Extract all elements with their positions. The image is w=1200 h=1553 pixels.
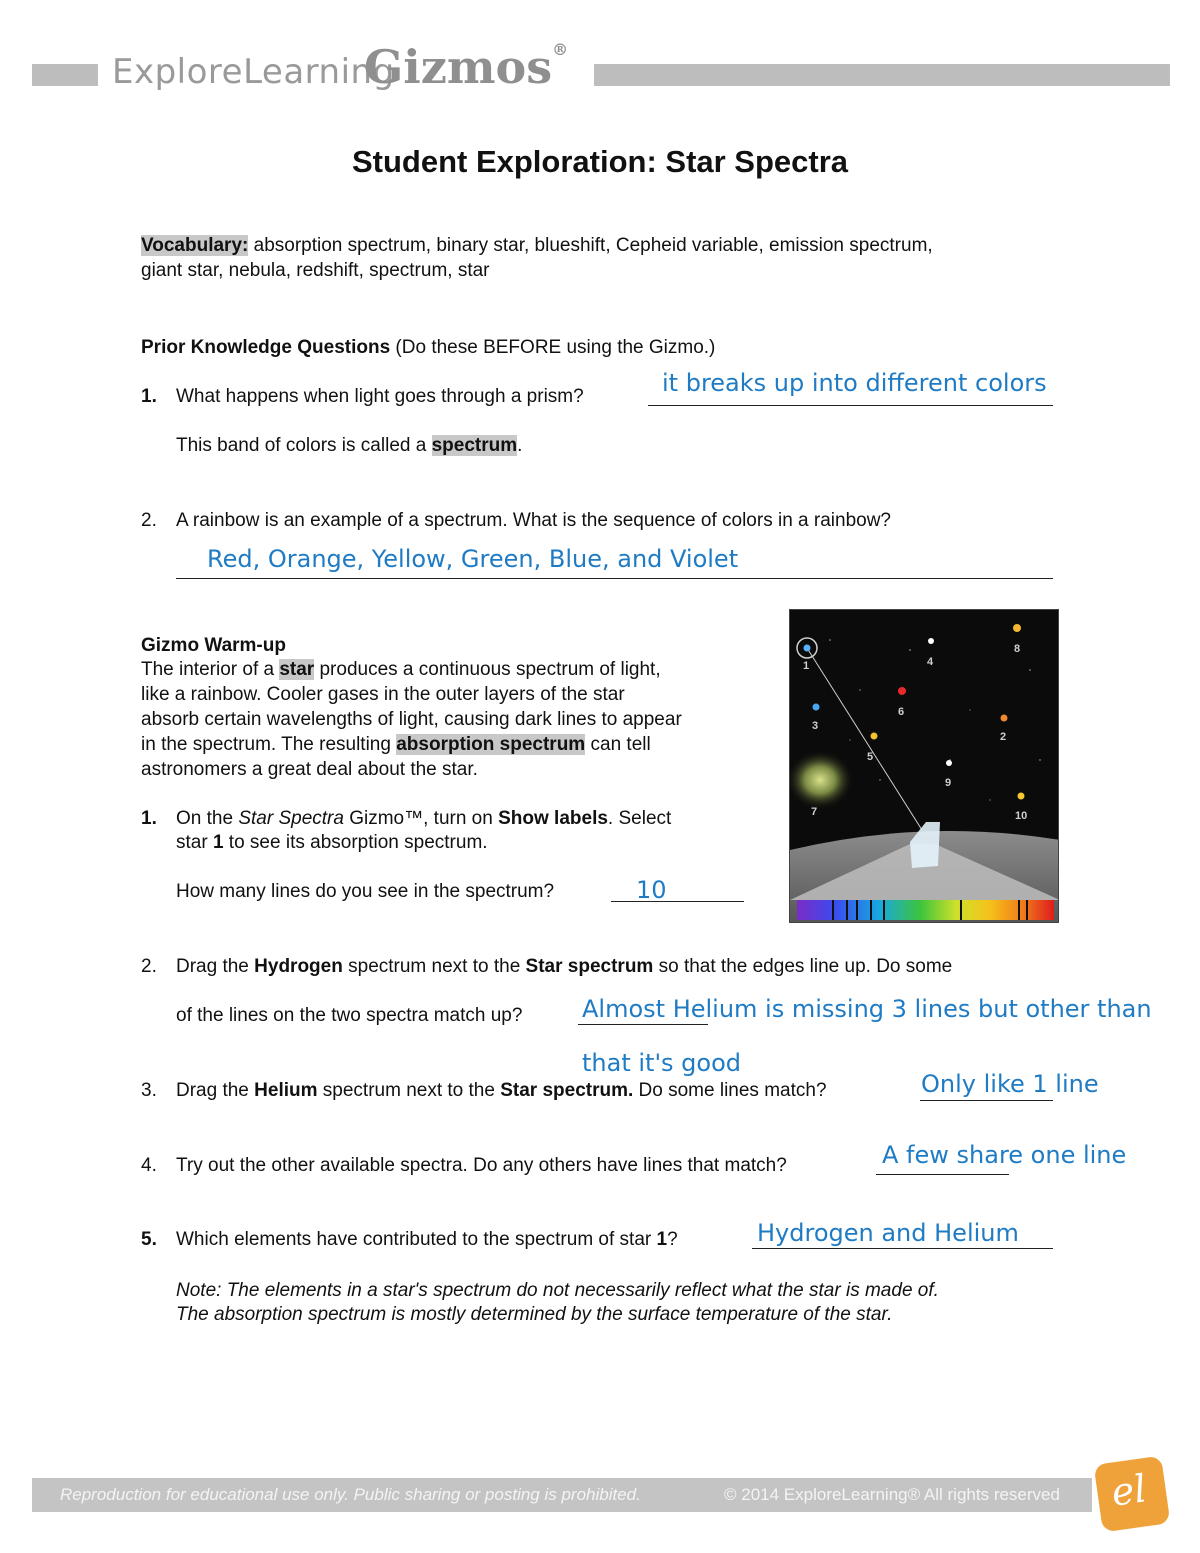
star-8[interactable] — [1013, 624, 1021, 632]
star-6[interactable] — [898, 687, 906, 695]
star-10[interactable] — [1018, 793, 1025, 800]
star-5[interactable] — [871, 733, 878, 740]
nebula — [790, 750, 854, 810]
warmup-p4: in the spectrum. The resulting absorption spectrum can tell — [141, 734, 651, 755]
brand-gizmos: Gizmos® — [364, 40, 569, 94]
wu-q3-answer[interactable]: Only like 1 line — [921, 1070, 1099, 1098]
wu-q4-number: 4. — [141, 1155, 157, 1176]
gizmo-screenshot — [789, 609, 1059, 923]
star-label-2: 2 — [1000, 731, 1007, 743]
wu-q5-answer-line — [752, 1248, 1053, 1249]
wu-q2-line2: of the lines on the two spectra match up? — [176, 1005, 523, 1026]
warmup-p3: absorb certain wavelengths of light, causing dark lines to appear — [141, 709, 682, 730]
wu-q2-answer-line2[interactable]: that it's good — [582, 1049, 742, 1077]
pk-q2-answer[interactable]: Red, Orange, Yellow, Green, Blue, and Violet — [207, 545, 739, 573]
wu-q3-answer-line — [920, 1100, 1053, 1101]
wu-q1-line2: star 1 to see its absorption spectrum. — [176, 832, 488, 853]
wu-q5-text: Which elements have contributed to the spectrum of star 1? — [176, 1229, 678, 1250]
pk-q1-followup: This band of colors is called a spectrum. — [176, 435, 523, 456]
vocabulary-label: Vocabulary: — [141, 235, 249, 256]
explorelearning-logo: el — [1094, 1456, 1171, 1533]
wu-q4-answer[interactable]: A few share one line — [882, 1141, 1127, 1169]
pk-q1-answer[interactable]: it breaks up into different colors — [662, 369, 1047, 397]
vocabulary-line2: giant star, nebula, redshift, spectrum, star — [141, 260, 490, 281]
footer-bar — [32, 1478, 1092, 1512]
star-label-9: 9 — [945, 777, 952, 789]
wu-q2-answer-line — [578, 1024, 708, 1025]
star-label-10: 10 — [1015, 810, 1028, 822]
pk-q2-text: A rainbow is an example of a spectrum. What is the sequence of colors in a rainbow? — [176, 510, 891, 531]
wu-q4-answer-line — [876, 1174, 1009, 1175]
star-label-3: 3 — [812, 720, 819, 732]
wu-q1-line1: On the Star Spectra Gizmo™, turn on Show labels. Select — [176, 808, 672, 829]
page-title: Student Exploration: Star Spectra — [351, 144, 849, 179]
wu-q1-answer[interactable]: 10 — [636, 876, 667, 904]
star-2[interactable] — [1001, 715, 1008, 722]
wu-q5-number: 5. — [141, 1229, 157, 1250]
star-label-7: 7 — [811, 806, 818, 818]
star-9[interactable] — [946, 760, 952, 766]
pk-q1-text: What happens when light goes through a prism? — [176, 386, 584, 407]
star-1[interactable] — [804, 645, 811, 652]
note-line1: Note: The elements in a star's spectrum do not necessarily reflect what the star is made of. — [176, 1280, 939, 1301]
header-bar-left — [32, 64, 98, 86]
footer-right-text: © 2014 ExploreLearning® All rights reserved — [724, 1485, 1060, 1504]
wu-q5-answer[interactable]: Hydrogen and Helium — [757, 1219, 1019, 1247]
wu-q1-number: 1. — [141, 808, 157, 829]
wu-q1-line3: How many lines do you see in the spectrum? — [176, 881, 555, 902]
pk-q2-number: 2. — [141, 510, 157, 531]
wu-q2-number: 2. — [141, 956, 157, 977]
brand-text: ExploreLearning — [112, 52, 395, 92]
wu-q4-text: Try out the other available spectra. Do any others have lines that match? — [176, 1155, 787, 1176]
warmup-heading: Gizmo Warm-up — [141, 635, 286, 656]
pk-q1-answer-line — [648, 405, 1053, 406]
vocabulary: Vocabulary: absorption spectrum, binary star, blueshift, Cepheid variable, emission spectrum, — [141, 235, 933, 256]
warmup-p1: The interior of a star produces a continuous spectrum of light, — [141, 659, 661, 680]
wu-q2-answer-line1[interactable]: Almost Helium is missing 3 lines but other than — [582, 995, 1152, 1023]
star-label-6: 6 — [898, 706, 905, 718]
pk-q1-number: 1. — [141, 386, 157, 407]
starfield — [829, 639, 1040, 800]
wu-q1-answer-line — [611, 901, 744, 902]
star-label-5: 5 — [867, 751, 874, 763]
wu-q3-text: Drag the Helium spectrum next to the Star spectrum. Do some lines match? — [176, 1080, 827, 1101]
pk-q2-answer-line — [176, 578, 1053, 579]
gizmo-scene — [790, 610, 1059, 923]
star-label-8: 8 — [1014, 643, 1021, 655]
star-label-4: 4 — [927, 656, 934, 668]
header-bar-right — [594, 64, 1170, 86]
star-4[interactable] — [928, 638, 934, 644]
prism — [910, 822, 940, 868]
wu-q2-line1: Drag the Hydrogen spectrum next to the Star spectrum so that the edges line up. Do some — [176, 956, 953, 977]
star-label-1: 1 — [803, 660, 810, 672]
spectrum-bar — [797, 900, 1054, 920]
footer-left-text: Reproduction for educational use only. Public sharing or posting is prohibited. — [60, 1485, 641, 1504]
warmup-p5: astronomers a great deal about the star. — [141, 759, 478, 780]
prior-knowledge-heading: Prior Knowledge Questions (Do these BEFORE using the Gizmo.) — [141, 337, 716, 358]
star-3[interactable] — [813, 704, 820, 711]
warmup-p2: like a rainbow. Cooler gases in the outer layers of the star — [141, 684, 625, 705]
wu-q3-number: 3. — [141, 1080, 157, 1101]
note-line2: The absorption spectrum is mostly determined by the surface temperature of the star. — [176, 1304, 893, 1325]
